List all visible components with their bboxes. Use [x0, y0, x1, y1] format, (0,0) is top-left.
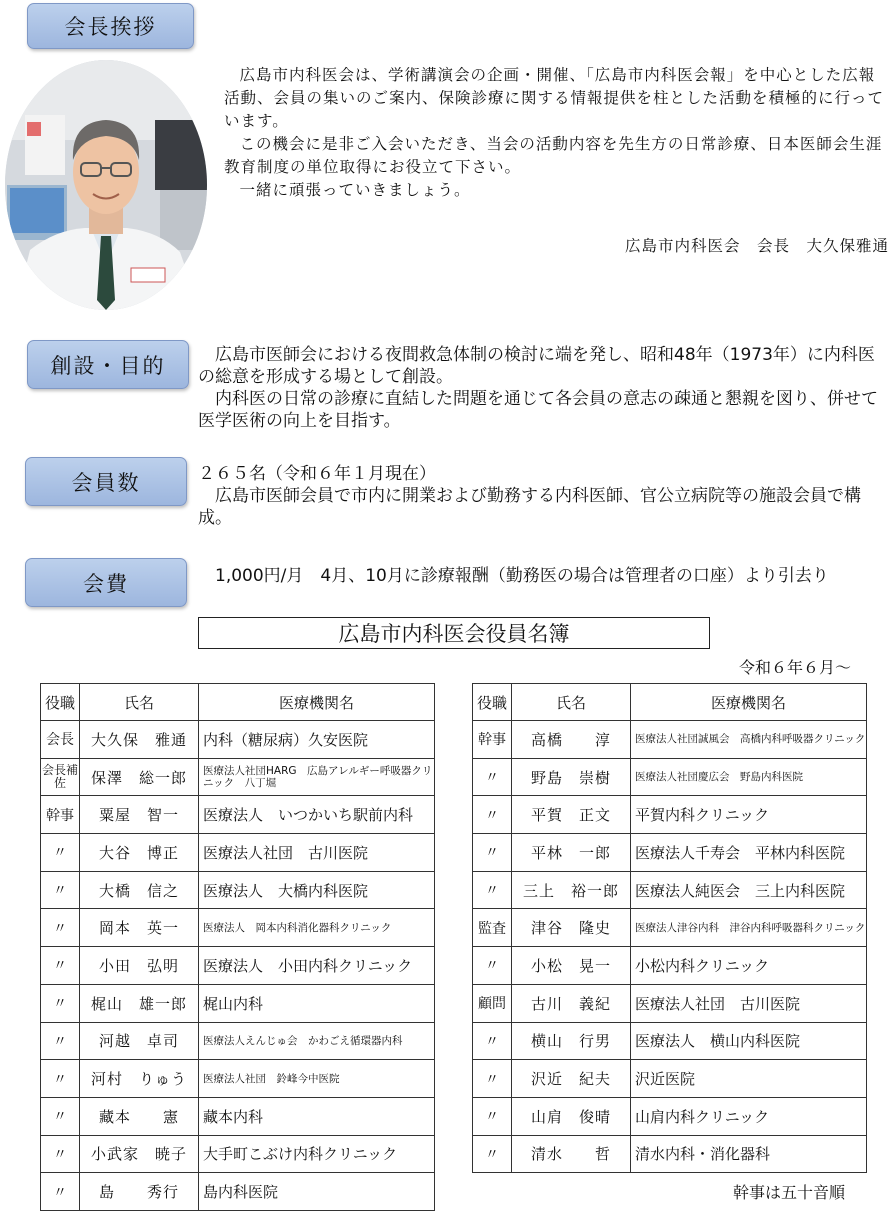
fee-description: 1,000円/月 4月、10月に診療報酬（勤務医の場合は管理者の口座）より引去り	[215, 566, 829, 586]
table-row	[473, 909, 867, 947]
chairman-portrait-image	[5, 60, 207, 310]
officer-name: 小武家 暁子	[80, 1135, 199, 1173]
institution-name: 医療法人千寿会 平林内科医院	[631, 834, 867, 872]
officer-name: 平林 一郎	[512, 834, 631, 872]
table-row	[41, 984, 435, 1022]
officer-name: 梶山 雄一郎	[80, 984, 199, 1022]
institution-name: 清水内科・消化器科	[631, 1135, 867, 1173]
table-row	[473, 947, 867, 985]
officer-role: 幹事	[473, 721, 512, 759]
institution-name: 山肩内科クリニック	[631, 1097, 867, 1135]
table-row	[41, 834, 435, 872]
institution-name: 医療法人津谷内科 津谷内科呼吸器科クリニック	[631, 909, 867, 947]
section-label-greeting: 会長挨拶	[27, 3, 194, 49]
table-row	[473, 796, 867, 834]
officer-name: 三上 裕一郎	[512, 871, 631, 909]
officer-role: 監査	[473, 909, 512, 947]
institution-name: 医療法人社団HARG 広島アレルギー呼吸器クリニック 八丁堀	[199, 758, 435, 796]
institution-name: 平賀内科クリニック	[631, 796, 867, 834]
officer-role: 〃	[473, 1060, 512, 1098]
officer-role: 〃	[473, 947, 512, 985]
greeting-paragraph: 広島市内科医会は、学術講演会の企画・開催、「広島市内科医会報」を中心とした広報活動、会員の集いのご案内、保険診療に関する情報提供を柱とした活動を積極的に行っています。	[224, 66, 885, 130]
section-label-founding: 創設・目的	[27, 340, 189, 389]
founding-text	[198, 344, 888, 432]
officer-role: 〃	[41, 947, 80, 985]
officer-role: 〃	[473, 1022, 512, 1060]
institution-name: 沢近医院	[631, 1060, 867, 1098]
officer-name: 沢近 紀夫	[512, 1060, 631, 1098]
officer-name: 横山 行男	[512, 1022, 631, 1060]
member-description: 広島市医師会員で市内に開業および勤務する内科医師、官公立病院等の施設会員で構成。	[198, 486, 861, 528]
chairman-signature: 広島市内科医会 会長 大久保雅通	[624, 237, 889, 255]
roster-title: 広島市内科医会役員名簿	[198, 617, 710, 649]
greeting-paragraph: この機会に是非ご入会いただき、当会の活動内容を先生方の日常診療、日本医師会生涯教育制度の単位取得にお役立て下さい。	[224, 135, 883, 176]
officer-name: 藏本 憲	[80, 1097, 199, 1135]
institution-name: 医療法人社団 古川医院	[631, 984, 867, 1022]
table-row	[41, 1060, 435, 1098]
institution-name: 大手町こぶけ内科クリニック	[199, 1135, 435, 1173]
officer-name: 粟屋 智一	[80, 796, 199, 834]
table-row	[41, 947, 435, 985]
table-row	[41, 758, 435, 796]
officer-role: 顧問	[473, 984, 512, 1022]
fee-text	[198, 565, 888, 587]
officer-role: 〃	[41, 1135, 80, 1173]
table-row	[473, 1135, 867, 1173]
officer-role: 〃	[41, 871, 80, 909]
table-header-row	[473, 684, 867, 721]
header-institution: 医療機関名	[199, 684, 435, 721]
founding-paragraph: 広島市医師会における夜間救急体制の検討に端を発し、昭和48年（1973年）に内科医の総意を形成する場として創設。	[198, 345, 875, 387]
officer-name: 河村 りゅう	[80, 1060, 199, 1098]
table-header-row	[41, 684, 435, 721]
institution-name: 小松内科クリニック	[631, 947, 867, 985]
institution-name: 医療法人社団慶広会 野島内科医院	[631, 758, 867, 796]
institution-name: 医療法人社団誠風会 高橋内科呼吸器クリニック	[631, 721, 867, 759]
table-row	[473, 871, 867, 909]
table-row	[41, 796, 435, 834]
header-role: 役職	[473, 684, 512, 721]
officer-table-right	[472, 683, 867, 1173]
officer-role: 幹事	[41, 796, 80, 834]
greeting-paragraph: 一緒に頑張っていきましょう。	[239, 181, 471, 199]
header-name: 氏名	[80, 684, 199, 721]
officer-name: 保澤 総一郎	[80, 758, 199, 796]
institution-name: 医療法人 岡本内科消化器科クリニック	[199, 909, 435, 947]
table-row	[473, 834, 867, 872]
table-row	[41, 1135, 435, 1173]
institution-name: 医療法人社団 古川医院	[199, 834, 435, 872]
table-row	[473, 1022, 867, 1060]
institution-name: 梶山内科	[199, 984, 435, 1022]
officer-role: 〃	[473, 1097, 512, 1135]
table-row	[473, 1097, 867, 1135]
officer-role: 〃	[473, 796, 512, 834]
officer-role: 会長補佐	[41, 758, 80, 796]
table-row	[473, 984, 867, 1022]
officer-role: 〃	[41, 1060, 80, 1098]
officer-role: 〃	[41, 1097, 80, 1135]
table-row	[473, 1060, 867, 1098]
header-name: 氏名	[512, 684, 631, 721]
officer-role: 〃	[41, 909, 80, 947]
officer-role: 〃	[473, 834, 512, 872]
officer-role: 〃	[41, 1022, 80, 1060]
institution-name: 島内科医院	[199, 1173, 435, 1211]
officer-role: 〃	[41, 1173, 80, 1211]
officer-name: 島 秀行	[80, 1173, 199, 1211]
member-count: ２６５名（令和６年１月現在）	[198, 464, 436, 484]
officer-role: 〃	[41, 834, 80, 872]
officer-table-left	[40, 683, 435, 1211]
officer-role: 会長	[41, 721, 80, 759]
table-row	[41, 871, 435, 909]
roster-note: 幹事は五十音順	[732, 1183, 845, 1202]
officer-name: 大谷 博正	[80, 834, 199, 872]
officer-role: 〃	[473, 1135, 512, 1173]
table-row	[473, 721, 867, 759]
institution-name: 医療法人 いつかいち駅前内科	[199, 796, 435, 834]
table-row	[41, 721, 435, 759]
officer-role: 〃	[473, 758, 512, 796]
officer-name: 平賀 正文	[512, 796, 631, 834]
section-label-fee: 会費	[25, 558, 187, 607]
institution-name: 医療法人 小田内科クリニック	[199, 947, 435, 985]
chairman-photo	[5, 60, 207, 310]
institution-name: 医療法人純医会 三上内科医院	[631, 871, 867, 909]
institution-name: 藏本内科	[199, 1097, 435, 1135]
table-row	[41, 1097, 435, 1135]
header-role: 役職	[41, 684, 80, 721]
section-label-members: 会員数	[25, 457, 187, 506]
institution-name: 内科（糖尿病）久安医院	[199, 721, 435, 759]
officer-role: 〃	[41, 984, 80, 1022]
institution-name: 医療法人えんじゅ会 かわごえ循環器内科	[199, 1022, 435, 1060]
table-row	[41, 909, 435, 947]
officer-name: 小松 晃一	[512, 947, 631, 985]
table-row	[473, 758, 867, 796]
institution-name: 医療法人社団 鈴峰今中医院	[199, 1060, 435, 1098]
members-text	[198, 463, 888, 529]
institution-name: 医療法人 横山内科医院	[631, 1022, 867, 1060]
officer-name: 河越 卓司	[80, 1022, 199, 1060]
table-row	[41, 1022, 435, 1060]
officer-name: 大橋 信之	[80, 871, 199, 909]
officer-name: 山肩 俊晴	[512, 1097, 631, 1135]
officer-name: 野島 崇樹	[512, 758, 631, 796]
greeting-text	[224, 64, 889, 202]
roster-date: 令和６年６月～	[738, 658, 851, 677]
officer-name: 高橋 淳	[512, 721, 631, 759]
founding-paragraph: 内科医の日常の診療に直結した問題を通じて各会員の意志の疎通と懇親を図り、併せて医学医術の向上を目指す。	[198, 389, 878, 431]
header-institution: 医療機関名	[631, 684, 867, 721]
officer-name: 津谷 隆史	[512, 909, 631, 947]
officer-name: 大久保 雅通	[80, 721, 199, 759]
institution-name: 医療法人 大橋内科医院	[199, 871, 435, 909]
officer-name: 古川 義紀	[512, 984, 631, 1022]
officer-name: 岡本 英一	[80, 909, 199, 947]
table-row	[41, 1173, 435, 1211]
officer-name: 小田 弘明	[80, 947, 199, 985]
officer-name: 清水 哲	[512, 1135, 631, 1173]
officer-role: 〃	[473, 871, 512, 909]
